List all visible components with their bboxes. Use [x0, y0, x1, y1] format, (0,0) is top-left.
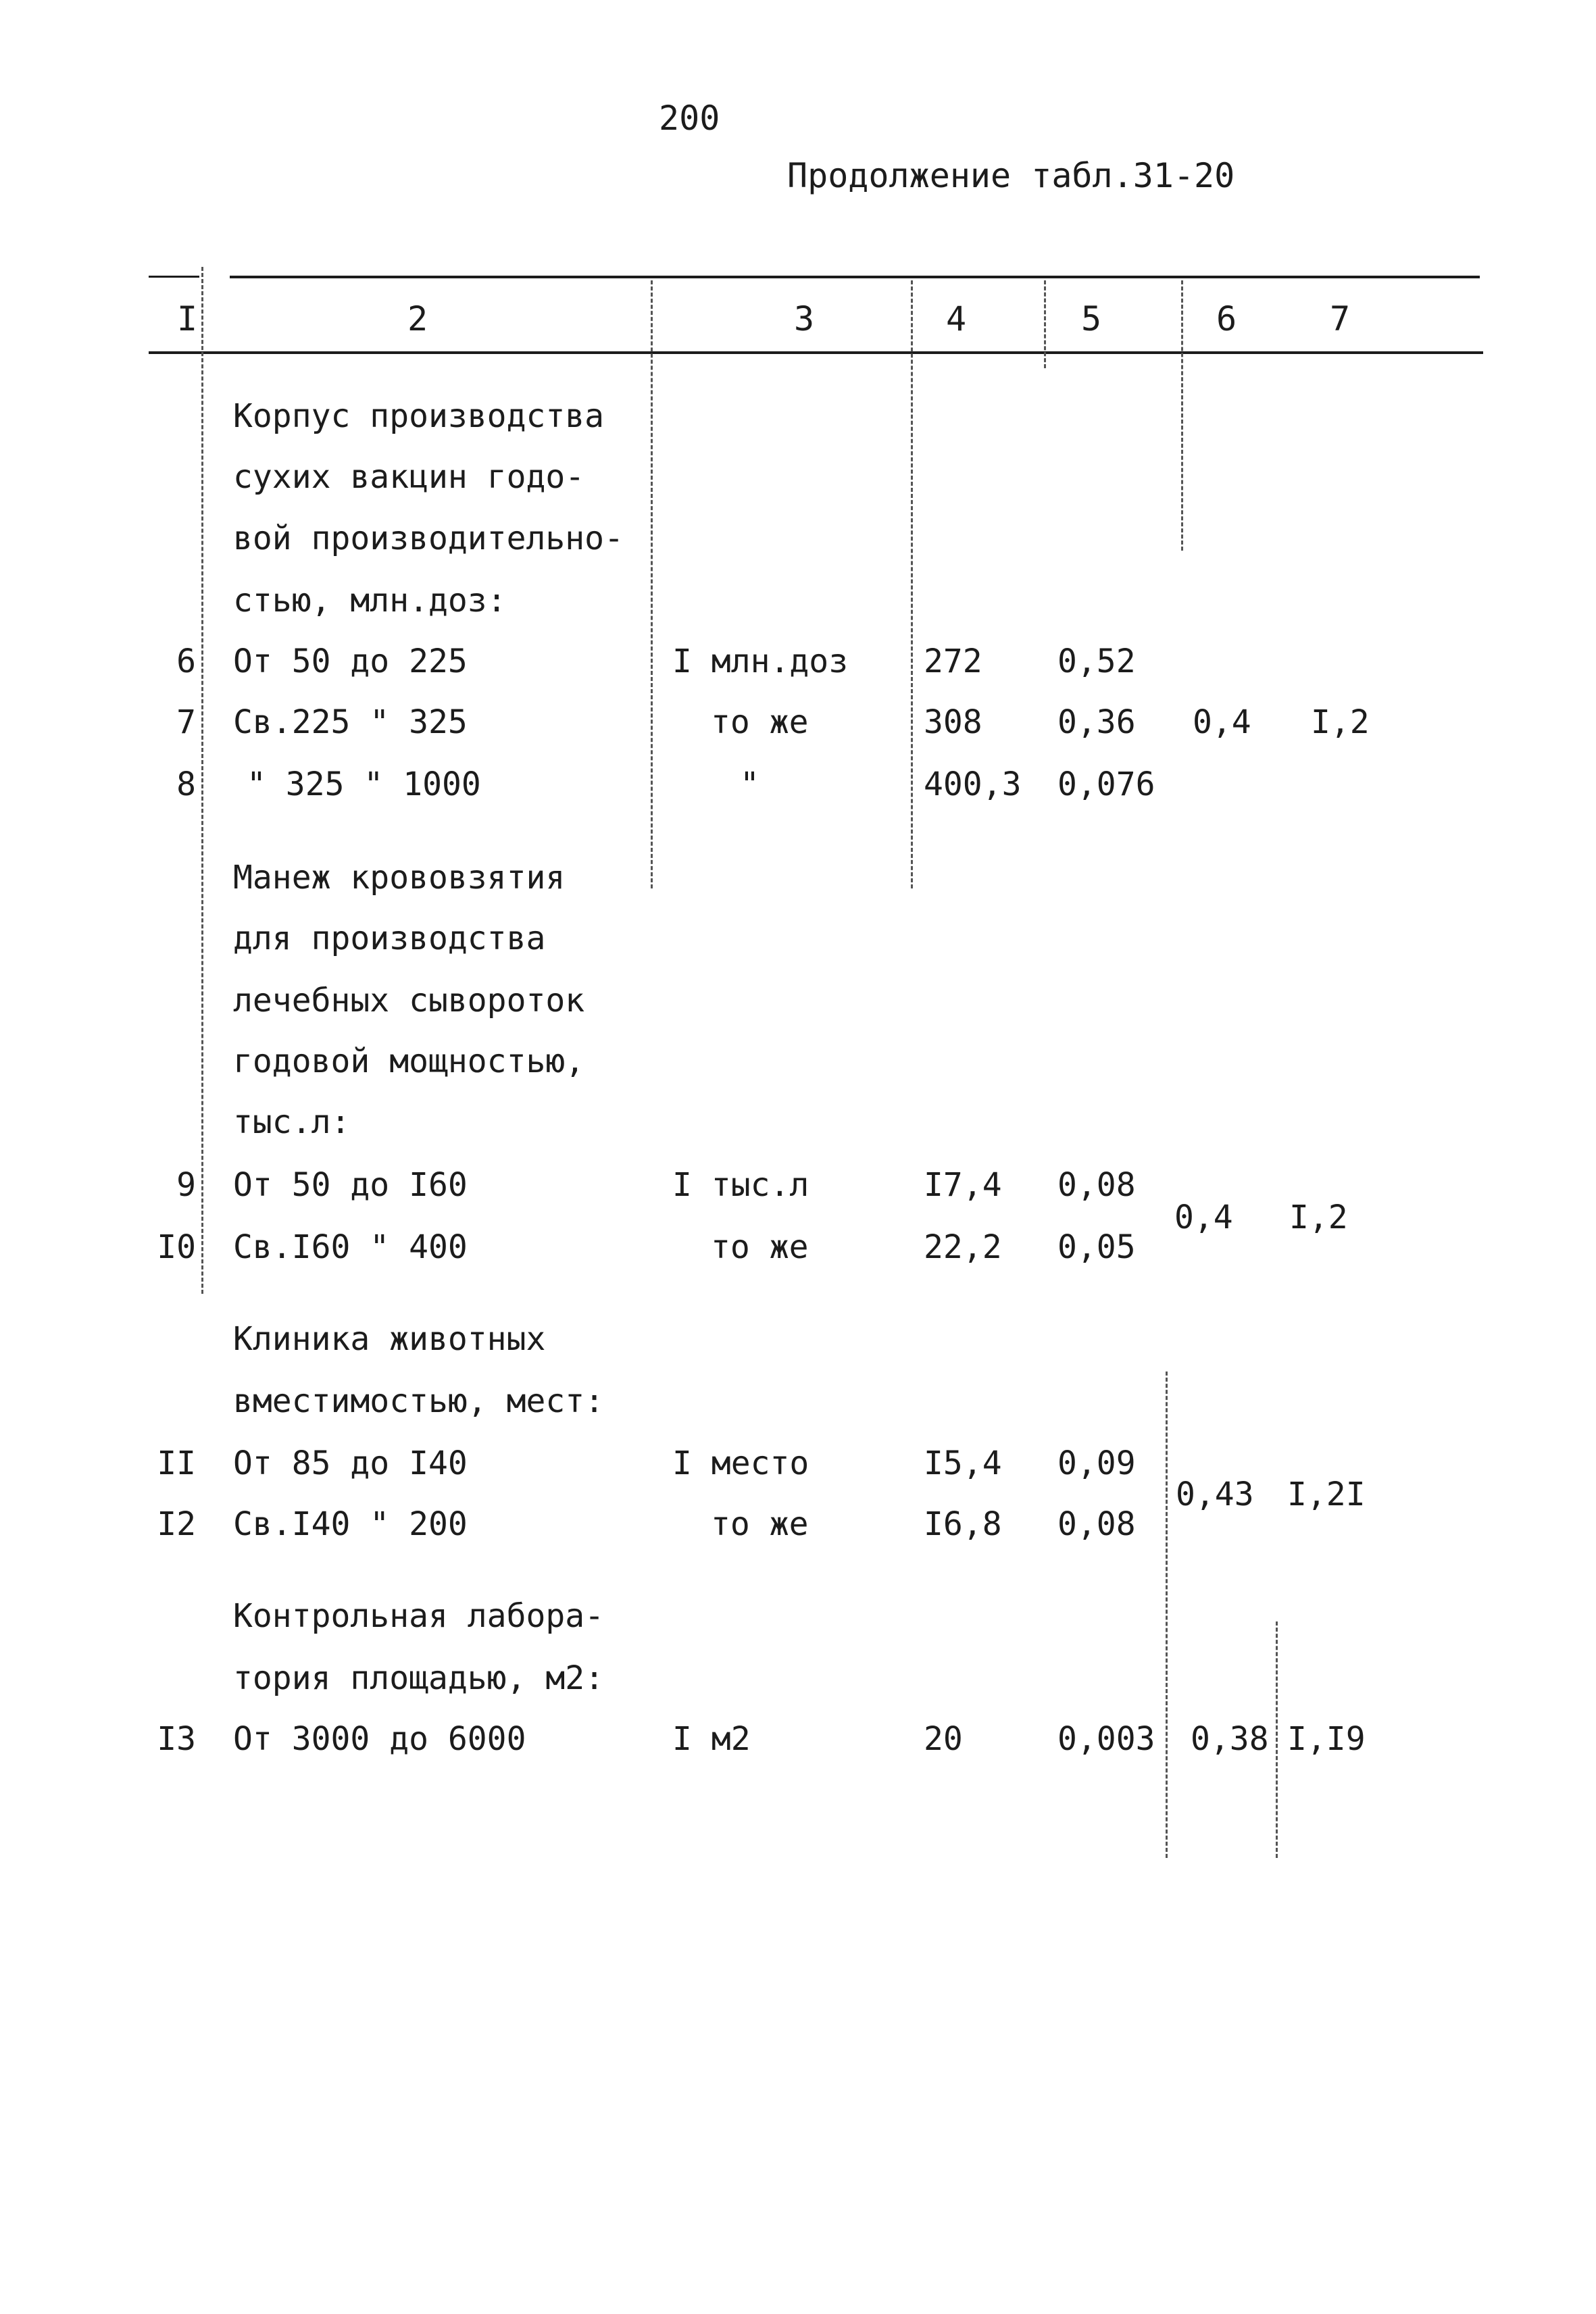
- group-title-line: вой производительно-: [233, 520, 624, 557]
- column-separator: [651, 280, 653, 888]
- group-title-line: Контрольная лабора-: [233, 1597, 605, 1635]
- row-number: 6: [176, 643, 196, 680]
- row-number: II: [157, 1444, 196, 1482]
- group-title-line: годовой мощностью,: [233, 1042, 585, 1080]
- group-col6: 0,4: [1193, 703, 1251, 741]
- column-separator: [1181, 280, 1183, 551]
- header-col-3: 3: [794, 299, 815, 338]
- header-top-rule: [230, 276, 1480, 278]
- row-col5: 0,003: [1057, 1720, 1155, 1758]
- header-col-5: 5: [1081, 299, 1102, 338]
- column-separator: [1166, 1372, 1168, 1858]
- group-col7: I,2: [1289, 1199, 1348, 1236]
- row-name: " 325 " 1000: [247, 765, 481, 803]
- row-number: I2: [157, 1505, 196, 1543]
- row-unit: I м2: [672, 1720, 751, 1758]
- group-col6: 0,43: [1176, 1476, 1254, 1513]
- row-name: От 50 до I60: [233, 1166, 468, 1204]
- row-number: 7: [176, 703, 196, 741]
- header-top-rule-short: [149, 276, 199, 278]
- group-col6: 0,4: [1174, 1199, 1233, 1236]
- row-name: Св.I60 " 400: [233, 1228, 468, 1266]
- group-title-line: стью, млн.доз:: [233, 582, 507, 620]
- group-title-line: Манеж крововзятия: [233, 859, 566, 897]
- group-title-line: лечебных сывороток: [233, 982, 585, 1020]
- header-col-6: 6: [1216, 299, 1237, 338]
- row-unit: то же: [711, 1228, 809, 1266]
- column-separator: [1276, 1621, 1278, 1858]
- column-separator: [911, 280, 913, 888]
- row-col4: I6,8: [924, 1505, 1002, 1543]
- row-col5: 0,52: [1057, 643, 1136, 680]
- header-col-1: I: [177, 299, 198, 338]
- row-col5: 0,076: [1057, 765, 1155, 803]
- row-name: От 85 до I40: [233, 1444, 468, 1482]
- group-col7: I,I9: [1287, 1720, 1366, 1758]
- header-col-2: 2: [407, 299, 428, 338]
- group-title-line: вместимостью, мест:: [233, 1382, 605, 1420]
- row-col4: 272: [924, 643, 982, 680]
- group-title-line: для производства: [233, 920, 546, 957]
- row-number: 8: [176, 765, 196, 803]
- row-unit: I млн.доз: [672, 643, 849, 680]
- table-caption: Продолжение табл.31-20: [787, 156, 1235, 195]
- row-col5: 0,08: [1057, 1166, 1136, 1204]
- row-col5: 0,36: [1057, 703, 1136, 741]
- group-col6: 0,38: [1191, 1720, 1269, 1758]
- row-col4: I7,4: [924, 1166, 1002, 1204]
- row-col4: 308: [924, 703, 982, 741]
- header-bottom-rule: [149, 351, 1483, 354]
- row-col5: 0,05: [1057, 1228, 1136, 1266]
- row-unit: то же: [711, 703, 809, 741]
- group-title-line: Клиника животных: [233, 1320, 546, 1358]
- row-name: От 50 до 225: [233, 643, 468, 680]
- row-col4: 400,3: [924, 765, 1022, 803]
- row-unit: ": [740, 765, 759, 803]
- row-number: I3: [157, 1720, 196, 1758]
- row-number: 9: [176, 1166, 196, 1204]
- row-name: Св.I40 " 200: [233, 1505, 468, 1543]
- row-col4: 22,2: [924, 1228, 1002, 1266]
- group-col7: I,2: [1311, 703, 1370, 741]
- group-title-line: сухих вакцин годо-: [233, 458, 585, 496]
- row-col4: I5,4: [924, 1444, 1002, 1482]
- row-unit: I тыс.л: [672, 1166, 809, 1204]
- row-col5: 0,09: [1057, 1444, 1136, 1482]
- group-col7: I,2I: [1287, 1476, 1366, 1513]
- header-col-7: 7: [1330, 299, 1351, 338]
- row-name: Св.225 " 325: [233, 703, 468, 741]
- header-col-4: 4: [946, 299, 967, 338]
- row-unit: то же: [711, 1505, 809, 1543]
- row-col4: 20: [924, 1720, 963, 1758]
- row-number: I0: [157, 1228, 196, 1266]
- group-title-line: Корпус производства: [233, 397, 605, 435]
- group-title-line: тыс.л:: [233, 1103, 351, 1141]
- row-name: От 3000 до 6000: [233, 1720, 526, 1758]
- row-col5: 0,08: [1057, 1505, 1136, 1543]
- row-unit: I место: [672, 1444, 809, 1482]
- group-title-line: тория площадью, м2:: [233, 1659, 605, 1697]
- column-separator: [1044, 280, 1046, 368]
- column-separator: [201, 267, 203, 1294]
- page-number: 200: [659, 99, 720, 138]
